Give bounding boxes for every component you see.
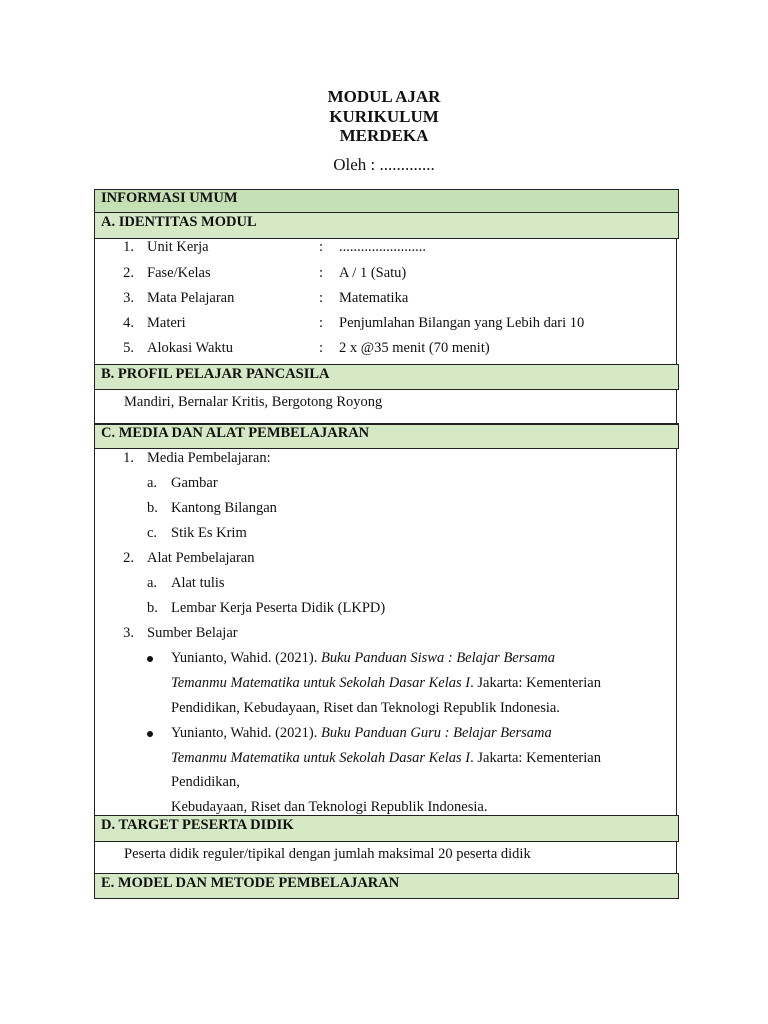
header-informasi-umum: INFORMASI UMUM	[94, 189, 679, 213]
title-line-1: MODUL AJAR	[327, 87, 441, 106]
reference-1-line-2	[171, 675, 601, 692]
reference-2-line-2	[171, 750, 601, 767]
header-model-metode: E. MODEL DAN METODE PEMBELAJARAN	[94, 873, 679, 899]
reference-author: Yunianto, Wahid. (2021).	[171, 725, 321, 741]
identitas-label: Mata Pelajaran	[147, 290, 235, 306]
identitas-num: 4.	[123, 315, 134, 331]
identitas-value: 2 x @35 menit (70 menit)	[339, 340, 490, 356]
media-item-letter: a.	[147, 575, 158, 591]
author-line: Oleh : .............	[333, 155, 435, 174]
identitas-label: Fase/Kelas	[147, 265, 211, 281]
identitas-num: 2.	[123, 265, 134, 281]
identitas-sep: :	[319, 315, 324, 331]
identitas-sep: :	[319, 239, 324, 255]
media-item-text: Alat tulis	[171, 575, 225, 591]
identitas-value: Penjumlahan Bilangan yang Lebih dari 10	[339, 315, 585, 331]
identitas-value: ........................	[339, 239, 426, 255]
target-text: Peserta didik reguler/tipikal dengan jumlah maksimal 20 peserta didik	[124, 846, 531, 862]
media-label: Sumber Belajar	[147, 625, 238, 641]
media-label: Media Pembelajaran:	[147, 450, 271, 466]
media-item-letter: b.	[147, 500, 158, 516]
media-item-text: Kantong Bilangan	[171, 500, 277, 516]
reference-publisher: . Jakarta: Kementerian	[470, 675, 601, 691]
media-item-text: Lembar Kerja Peserta Didik (LKPD)	[171, 600, 386, 616]
header-target-peserta: D. TARGET PESERTA DIDIK	[94, 815, 679, 842]
reference-title: Buku Panduan Siswa : Belajar Bersama	[321, 650, 555, 666]
bullet-icon	[147, 656, 153, 662]
identitas-value: Matematika	[339, 290, 409, 306]
profil-text: Mandiri, Bernalar Kritis, Bergotong Royong	[124, 394, 383, 410]
identitas-label: Alokasi Waktu	[147, 340, 233, 356]
reference-publisher: . Jakarta: Kementerian	[470, 750, 601, 766]
reference-1-line-1	[171, 650, 555, 667]
header-profil-pelajar: B. PROFIL PELAJAR PANCASILA	[94, 364, 679, 390]
media-item-text: Gambar	[171, 475, 218, 491]
reference-2-line-4: Kebudayaan, Riset dan Teknologi Republik Indonesia.	[171, 799, 488, 815]
media-item-letter: a.	[147, 475, 158, 491]
document-title	[0, 87, 768, 146]
header-media-alat: C. MEDIA DAN ALAT PEMBELAJARAN	[94, 424, 679, 449]
reference-1-line-3: Pendidikan, Kebudayaan, Riset dan Teknologi Republik Indonesia.	[171, 700, 560, 716]
reference-title: Temanmu Matematika untuk Sekolah Dasar Kelas I	[171, 750, 471, 766]
title-line-3: MERDEKA	[339, 126, 429, 145]
media-num: 2.	[123, 550, 134, 566]
identitas-value: A / 1 (Satu)	[339, 265, 407, 281]
reference-2-line-1	[171, 725, 552, 742]
identitas-sep: :	[319, 265, 324, 281]
identitas-label: Unit Kerja	[147, 239, 209, 255]
title-line-2: KURIKULUM	[329, 106, 439, 126]
reference-2-line-3: Pendidikan,	[171, 774, 240, 790]
media-item-letter: c.	[147, 525, 158, 541]
media-num: 3.	[123, 625, 134, 641]
identitas-num: 1.	[123, 239, 134, 255]
identitas-num: 5.	[123, 340, 134, 356]
media-item-letter: b.	[147, 600, 158, 616]
reference-title: Buku Panduan Guru : Belajar Bersama	[321, 725, 552, 741]
bullet-icon	[147, 731, 153, 737]
media-item-text: Stik Es Krim	[171, 525, 247, 541]
reference-title: Temanmu Matematika untuk Sekolah Dasar Kelas I	[171, 675, 471, 691]
header-identitas-modul: A. IDENTITAS MODUL	[94, 212, 679, 239]
identitas-label: Materi	[147, 315, 186, 331]
identitas-sep: :	[319, 290, 324, 306]
media-num: 1.	[123, 450, 134, 466]
identitas-num: 3.	[123, 290, 134, 306]
reference-author: Yunianto, Wahid. (2021).	[171, 650, 321, 666]
media-label: Alat Pembelajaran	[147, 550, 255, 566]
identitas-sep: :	[319, 340, 324, 356]
